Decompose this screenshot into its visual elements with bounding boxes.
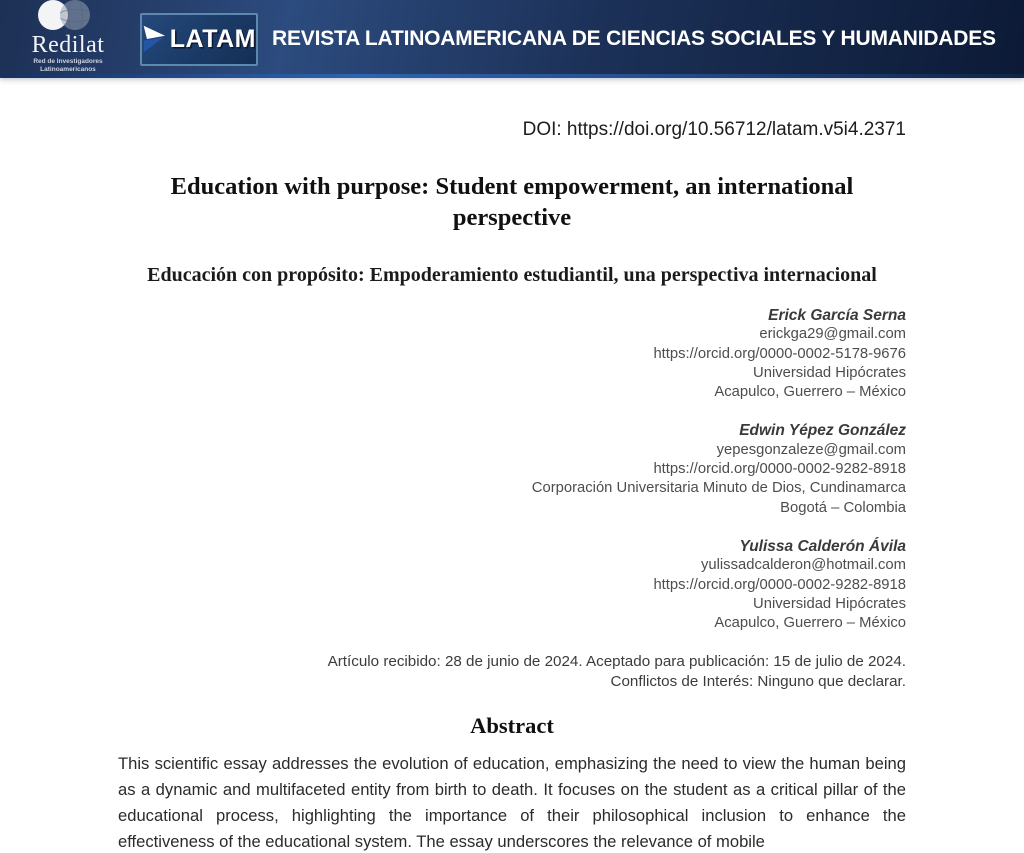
latam-wordmark: LATAM bbox=[169, 24, 256, 53]
redilat-globe-icon bbox=[12, 0, 124, 32]
author-block-1 bbox=[118, 306, 906, 402]
latam-play-icon bbox=[142, 23, 167, 55]
redilat-logo bbox=[12, 4, 124, 74]
article-title-spanish: Educación con propósito: Empoderamiento estudiantil, una perspectiva internacional bbox=[147, 264, 877, 286]
author-block-3 bbox=[118, 537, 906, 633]
latam-logo bbox=[140, 13, 258, 66]
author-email[interactable]: yulissadcalderon@hotmail.com bbox=[700, 557, 906, 574]
author-orcid-link[interactable]: https://orcid.org/0000-0002-9282-8918 bbox=[653, 461, 906, 478]
dates-and-conflicts bbox=[118, 652, 906, 692]
journal-header-bar bbox=[0, 0, 1024, 78]
author-orcid-link[interactable]: https://orcid.org/0000-0002-5178-9676 bbox=[653, 345, 906, 362]
author-affiliation: Universidad Hipócrates bbox=[753, 595, 906, 612]
redilat-subtitle-line2: Latinoamericanos bbox=[40, 66, 96, 73]
author-block-2 bbox=[118, 421, 906, 517]
author-affiliation: Corporación Universitaria Minuto de Dios, Cundinamarca bbox=[531, 480, 906, 497]
article-title-english: Education with purpose: Student empowerment, an international perspective bbox=[170, 173, 854, 231]
author-location: Acapulco, Guerrero – México bbox=[714, 615, 906, 632]
journal-title: REVISTA LATINOAMERICANA DE CIENCIAS SOCIALES Y HUMANIDADES bbox=[272, 27, 996, 50]
author-name: Erick García Serna bbox=[768, 307, 906, 324]
author-email[interactable]: erickga29@gmail.com bbox=[759, 326, 906, 343]
abstract-paragraph: This scientific essay addresses the evolution of education, emphasizing the need to view the human being as a dynamic and multifaceted entity from birth to death. It focuses on the student as a critical pillar of the educational process, highlighting the importance of their philosophical inclusion to enhance the effectiveness of the educational system. The essay underscores the relevance of mobile bbox=[118, 754, 906, 852]
doi-link[interactable]: DOI: https://doi.org/10.56712/latam.v5i4.2371 bbox=[522, 119, 906, 140]
globe-grid-circle bbox=[60, 0, 90, 30]
authors-section bbox=[118, 306, 906, 633]
author-name: Yulissa Calderón Ávila bbox=[739, 537, 906, 555]
abstract-heading: Abstract bbox=[470, 713, 554, 739]
author-email[interactable]: yepesgonzaleze@gmail.com bbox=[716, 441, 906, 458]
conflicts-line: Conflictos de Interés: Ninguno que declarar. bbox=[610, 673, 906, 691]
author-location: Bogotá – Colombia bbox=[780, 499, 906, 516]
redilat-wordmark: Redilat bbox=[31, 32, 105, 58]
author-affiliation: Universidad Hipócrates bbox=[753, 364, 906, 381]
author-orcid-link[interactable]: https://orcid.org/0000-0002-9282-8918 bbox=[653, 576, 906, 593]
author-name: Edwin Yépez González bbox=[739, 422, 906, 440]
redilat-subtitle-line1: Red de Investigadores bbox=[33, 58, 103, 65]
received-accepted-line: Artículo recibido: 28 de junio de 2024. Aceptado para publicación: 15 de julio de 2024. bbox=[327, 653, 906, 671]
article-page bbox=[0, 78, 1024, 853]
author-location: Acapulco, Guerrero – México bbox=[714, 384, 906, 401]
